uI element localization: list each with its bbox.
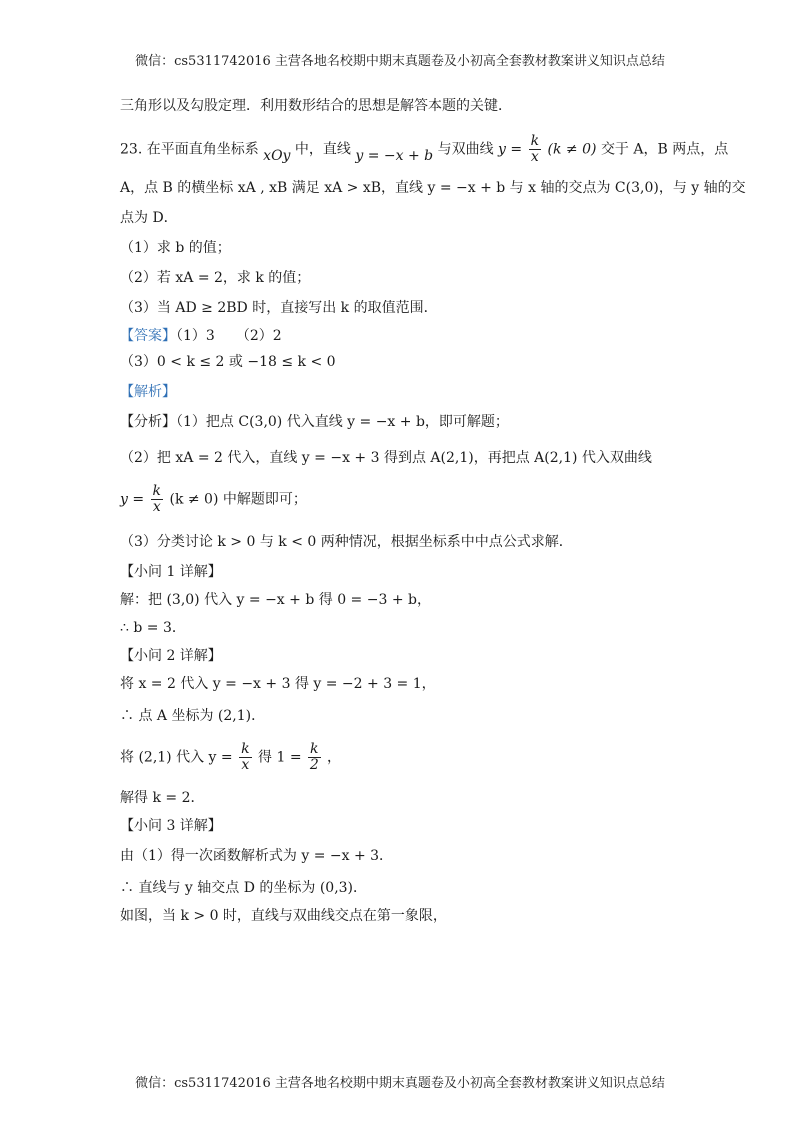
math-text: y = xyxy=(120,491,145,508)
frac-num: k xyxy=(152,483,162,499)
q-text: 中，直线 xyxy=(294,141,351,158)
q-math: xOy xyxy=(263,147,291,164)
frac-den: 2 xyxy=(309,757,319,773)
text-line: 由（1）得一次函数解析式为 y = −x + 3． xyxy=(120,848,394,864)
math-text: ， xyxy=(326,749,341,766)
q-text: 23. 在平面直角坐标系 xyxy=(120,141,259,158)
sub-solution-title: 【小问 3 详解】 xyxy=(120,818,222,834)
frac-num: k xyxy=(530,133,540,149)
text-line xyxy=(120,484,307,515)
analysis-tag-text: 【解析】 xyxy=(120,384,176,400)
q-math: y = xyxy=(498,141,523,158)
sub-solution-title: 【小问 1 详解】 xyxy=(120,564,222,580)
page-footer: 微信：cs5311742016 主营各地名校期中期末真题卷及小初高全套教材教案讲义知识点总结 xyxy=(135,1076,665,1091)
fraction xyxy=(529,134,541,165)
frac-num: k xyxy=(310,741,319,757)
answer-text: （1）3 （2）2 xyxy=(176,328,282,344)
text-line: （2）把 xA = 2 代入，直线 y = −x + 3 得到点 A(2,1)，再把点 A(2,1) 代入双曲线 xyxy=(120,450,652,466)
page-header: 微信：cs5311742016 主营各地名校期中期末真题卷及小初高全套教材教案讲义知识点总结 xyxy=(135,54,665,69)
text-line: 三角形以及勾股定理．利用数形结合的思想是解答本题的关键． xyxy=(120,98,512,114)
question-23-stem xyxy=(120,134,728,165)
text-line: A，点 B 的横坐标 xA , xB 满足 xA > xB，直线 y = −x + b 与 x 轴的交点为 C(3,0)，与 y 轴的交 xyxy=(120,180,746,196)
text-line xyxy=(120,742,341,773)
text-line: （3）分类讨论 k > 0 与 k < 0 两种情况，根据坐标系中中点公式求解． xyxy=(120,534,573,550)
frac-den: x xyxy=(530,149,539,165)
answer-tag: 【答案】 xyxy=(120,328,176,344)
frac-num: k xyxy=(241,741,250,757)
q-math: (k ≠ 0) xyxy=(547,141,597,158)
q-text: 交于 A，B 两点，点 xyxy=(600,141,729,158)
q-math: y = −x + b xyxy=(355,147,434,164)
text-line: 解：把 (3,0) 代入 y = −x + b 得 0 = −3 + b， xyxy=(120,592,431,608)
sub-question-2: （2）若 xA = 2，求 k 的值； xyxy=(120,270,311,286)
sub-solution-title: 【小问 2 详解】 xyxy=(120,648,222,664)
math-text: 将 (2,1) 代入 y = xyxy=(120,749,233,766)
text-line: 【分析】（1）把点 C(3,0) 代入直线 y = −x + b，即可解题； xyxy=(120,414,509,430)
text-line: ∴ b = 3． xyxy=(120,620,186,636)
fraction xyxy=(308,742,320,773)
frac-den: x xyxy=(152,499,161,515)
text-line: （3）0 < k ≤ 2 或 −18 ≤ k < 0 xyxy=(120,354,336,370)
analysis-tag xyxy=(120,382,176,402)
sub-question-3: （3）当 AD ≥ 2BD 时，直接写出 k 的取值范围． xyxy=(120,300,438,316)
frac-den: x xyxy=(241,757,250,773)
answer-line xyxy=(120,326,282,346)
text-line: 点为 D． xyxy=(120,210,178,226)
sub-question-1: （1）求 b 的值； xyxy=(120,240,231,256)
math-text: 得 1 = xyxy=(258,749,302,766)
text-line: 将 x = 2 代入 y = −x + 3 得 y = −2 + 3 = 1， xyxy=(120,676,436,692)
fraction xyxy=(151,484,163,515)
math-text: (k ≠ 0) 中解题即可； xyxy=(169,491,307,508)
q-text: 与双曲线 xyxy=(437,141,494,158)
fraction xyxy=(239,742,251,773)
text-line: 解得 k = 2． xyxy=(120,790,205,806)
text-line: 如图，当 k > 0 时，直线与双曲线交点在第一象限， xyxy=(120,908,447,924)
text-line: ∴ 点 A 坐标为 (2,1)． xyxy=(120,708,266,724)
text-line: ∴ 直线与 y 轴交点 D 的坐标为 (0,3)． xyxy=(120,880,368,896)
